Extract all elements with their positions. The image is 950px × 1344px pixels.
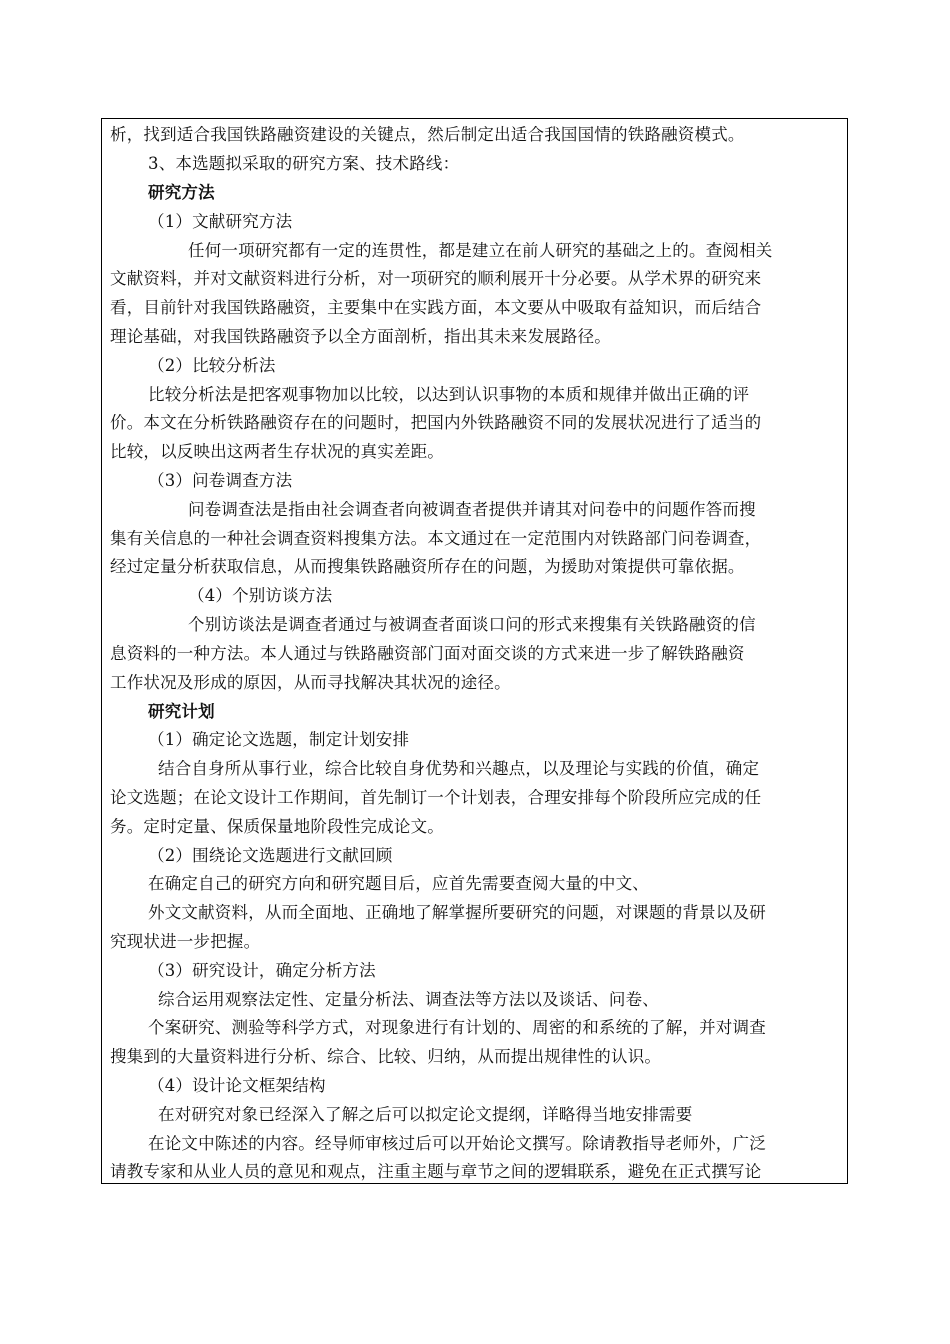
subheading-methods: 研究方法 [148,183,215,202]
proposal-table-cell [101,118,848,1184]
item-heading: （3）研究设计，确定分析方法 [148,961,376,980]
text-line: 任何一项研究都有一定的连贯性，都是建立在前人研究的基础之上的。查阅相关 [188,241,773,260]
text-line: 问卷调查法是指由社会调查者向被调查者提供并请其对问卷中的问题作答而搜 [188,500,756,519]
text-line: 个别访谈法是调查者通过与被调查者面谈口问的形式来搜集有关铁路融资的信 [188,615,756,634]
text-line: 结合自身所从事行业，综合比较自身优势和兴趣点，以及理论与实践的价值，确定 [158,759,760,778]
text-line: 综合运用观察法定性、定量分析法、调查法等方法以及谈话、问卷、 [158,990,659,1009]
text-line: 集有关信息的一种社会调查资料搜集方法。本文通过在一定范围内对铁路部门问卷调查， [110,529,762,548]
item-heading: （4）个别访谈方法 [188,586,333,605]
section-heading: 3、本选题拟采取的研究方案、技术路线： [148,154,460,173]
text-line: 论文选题；在论文设计工作期间，首先制订一个计划表，合理安排每个阶段所应完成的任 [110,788,762,807]
text-line: 个案研究、测验等科学方式，对现象进行有计划的、周密的和系统的了解，并对调查 [148,1018,766,1037]
item-heading: （3）问卷调查方法 [148,471,293,490]
text-line: 搜集到的大量资料进行分析、综合、比较、归纳，从而提出规律性的认识。 [110,1047,662,1066]
text-line: 请教专家和从业人员的意见和观点，注重主题与章节之间的逻辑联系，避免在正式撰写论 [110,1162,762,1181]
text-line: 在论文中陈述的内容。经导师审核过后可以开始论文撰写。除请教指导老师外，广泛 [148,1134,766,1153]
text-line: 外文文献资料，从而全面地、正确地了解掌握所要研究的问题，对课题的背景以及研 [148,903,766,922]
item-heading: （1）确定论文选题，制定计划安排 [148,730,410,749]
item-heading: （4）设计论文框架结构 [148,1076,326,1095]
subheading-plan: 研究计划 [148,702,215,721]
text-line: 息资料的一种方法。本人通过与铁路融资部门面对面交谈的方式来进一步了解铁路融资 [110,644,745,663]
text-line: 在对研究对象已经深入了解之后可以拟定论文提纲，详略得当地安排需要 [158,1105,693,1124]
text-line: 文献资料，并对文献资料进行分析，对一项研究的顺利展开十分必要。从学术界的研究来 [110,269,762,288]
text-line: 务。定时定量、保质保量地阶段性完成论文。 [110,817,444,836]
text-line: 工作状况及形成的原因，从而寻找解决其状况的途径。 [110,673,511,692]
text-line: 在确定自己的研究方向和研究题目后，应首先需要查阅大量的中文、 [148,874,649,893]
text-line: 经过定量分析获取信息，从而搜集铁路融资所存在的问题，为援助对策提供可靠依据。 [110,557,745,576]
item-heading: （1）文献研究方法 [148,212,293,231]
text-line: 理论基础，对我国铁路融资予以全方面剖析，指出其未来发展路径。 [110,327,611,346]
text-line: 比较分析法是把客观事物加以比较，以达到认识事物的本质和规律并做出正确的评 [148,385,750,404]
item-heading: （2）围绕论文选题进行文献回顾 [148,846,393,865]
text-line: 看，目前针对我国铁路融资，主要集中在实践方面，本文要从中吸取有益知识，而后结合 [110,298,762,317]
text-line: 析，找到适合我国铁路融资建设的关键点，然后制定出适合我国国情的铁路融资模式。 [110,125,745,144]
text-line: 究现状进一步把握。 [110,932,261,951]
item-heading: （2）比较分析法 [148,356,276,375]
text-line: 比较，以反映出这两者生存状况的真实差距。 [110,442,444,461]
text-line: 价。本文在分析铁路融资存在的问题时，把国内外铁路融资不同的发展状况进行了适当的 [110,413,762,432]
